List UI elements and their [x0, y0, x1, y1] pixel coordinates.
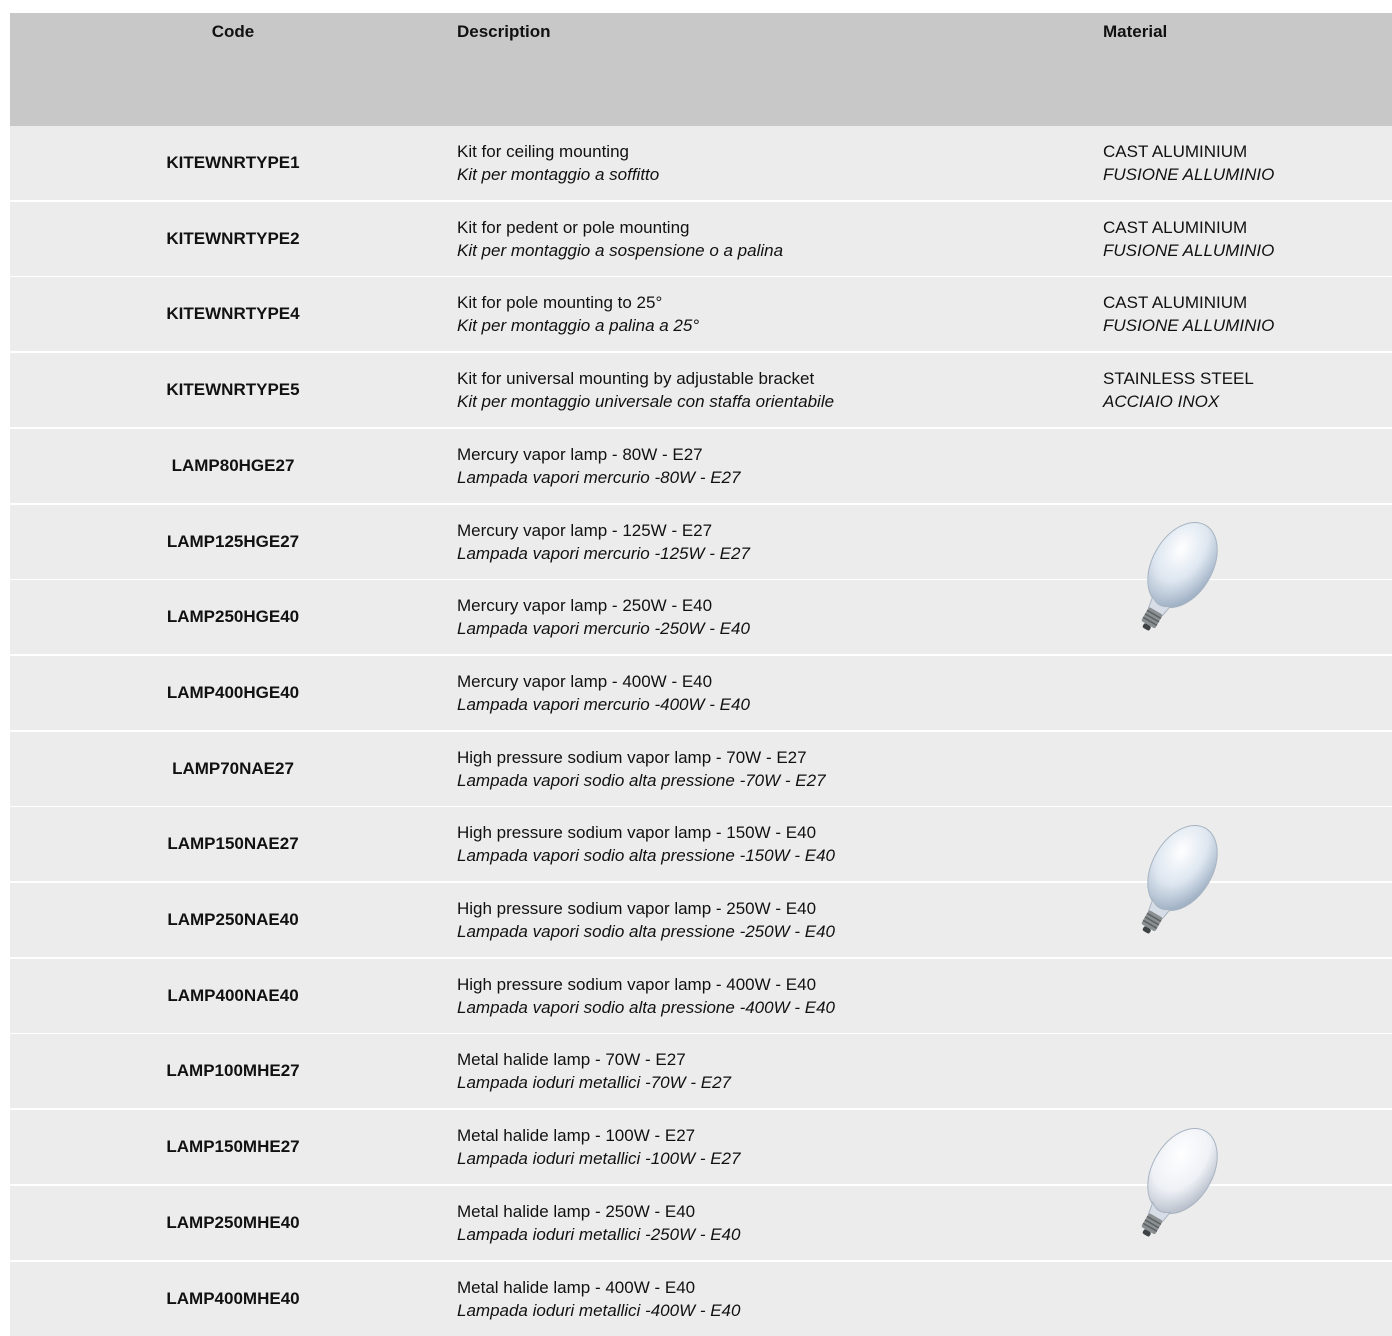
row-description	[457, 746, 826, 792]
row-material	[1103, 291, 1274, 337]
description-italian: Lampada vapori mercurio -125W - E27	[457, 544, 750, 563]
row-code: LAMP80HGE27	[171, 456, 295, 475]
row-code: LAMP250HGE40	[166, 607, 300, 626]
description-english: Metal halide lamp - 250W - E40	[457, 1202, 696, 1221]
description-english: High pressure sodium vapor lamp - 400W - E40	[457, 975, 817, 994]
table-row	[10, 277, 1392, 351]
table-row	[10, 353, 1392, 427]
description-italian: Lampada vapori sodio alta pressione -70W - E27	[457, 771, 826, 790]
row-code: LAMP400NAE40	[167, 986, 299, 1005]
row-description	[457, 519, 750, 565]
description-english: High pressure sodium vapor lamp - 150W - E40	[457, 823, 817, 842]
row-code: KITEWNRTYPE5	[166, 380, 300, 399]
description-italian: Lampada vapori mercurio -400W - E40	[457, 695, 750, 714]
description-italian: Kit per montaggio a sospensione o a palina	[457, 241, 784, 260]
description-italian: Lampada vapori sodio alta pressione -150W - E40	[457, 846, 835, 865]
row-description	[457, 670, 750, 716]
description-english: Mercury vapor lamp - 80W - E27	[457, 445, 703, 464]
row-description	[457, 821, 835, 867]
description-english: Metal halide lamp - 100W - E27	[457, 1126, 696, 1145]
material-italian: FUSIONE ALLUMINIO	[1103, 241, 1275, 260]
description-english: Kit for pole mounting to 25°	[457, 293, 663, 312]
row-description	[457, 1276, 740, 1322]
row-code: KITEWNRTYPE4	[166, 304, 300, 323]
material-english: CAST ALUMINIUM	[1103, 142, 1248, 161]
row-code: LAMP100MHE27	[166, 1061, 300, 1080]
description-english: Kit for universal mounting by adjustable bracket	[457, 369, 815, 388]
description-english: Metal halide lamp - 70W - E27	[457, 1050, 686, 1069]
description-english: Mercury vapor lamp - 400W - E40	[457, 672, 713, 691]
table-row	[10, 959, 1392, 1033]
row-code: LAMP400HGE40	[166, 683, 300, 702]
material-italian: FUSIONE ALLUMINIO	[1103, 316, 1275, 335]
description-english: Kit for pedent or pole mounting	[457, 218, 690, 237]
metal-halide-lamp-bulb-image	[1120, 1119, 1230, 1249]
description-italian: Kit per montaggio universale con staffa orientabile	[457, 392, 835, 411]
description-italian: Lampada vapori sodio alta pressione -250W - E40	[457, 922, 835, 941]
row-description	[457, 291, 699, 337]
description-english: High pressure sodium vapor lamp - 70W - E27	[457, 748, 807, 767]
row-description	[457, 140, 659, 186]
row-code: LAMP250MHE40	[166, 1213, 300, 1232]
row-material	[1103, 140, 1274, 186]
table-row	[10, 656, 1392, 730]
description-italian: Lampada vapori mercurio -80W - E27	[457, 468, 741, 487]
table-row	[10, 732, 1392, 806]
row-description	[457, 443, 740, 489]
row-material	[1103, 367, 1254, 413]
row-code: KITEWNRTYPE1	[166, 153, 300, 172]
row-code: LAMP150NAE27	[167, 834, 299, 853]
row-description	[457, 1048, 731, 1094]
description-english: High pressure sodium vapor lamp - 250W - E40	[457, 899, 817, 918]
description-english: Mercury vapor lamp - 250W - E40	[457, 596, 713, 615]
description-english: Kit for ceiling mounting	[457, 142, 629, 161]
sodium-lamp-bulb-image	[1120, 816, 1230, 946]
description-english: Metal halide lamp - 400W - E40	[457, 1278, 696, 1297]
row-code: LAMP250NAE40	[167, 910, 299, 929]
row-material	[1103, 216, 1274, 262]
table-header	[10, 13, 1392, 126]
row-code: LAMP150MHE27	[166, 1137, 300, 1156]
table-row	[10, 429, 1392, 503]
table-row	[10, 126, 1392, 200]
row-code: LAMP400MHE40	[166, 1289, 300, 1308]
row-description	[457, 1200, 740, 1246]
header-description: Description	[457, 22, 551, 41]
description-italian: Lampada vapori mercurio -250W - E40	[457, 619, 750, 638]
description-italian: Lampada vapori sodio alta pressione -400W - E40	[457, 998, 835, 1017]
row-description	[457, 367, 834, 413]
table-row	[10, 1034, 1392, 1108]
row-code: LAMP125HGE27	[166, 532, 300, 551]
row-description	[457, 973, 835, 1019]
row-description	[457, 594, 750, 640]
material-english: STAINLESS STEEL	[1103, 369, 1254, 388]
mercury-lamp-bulb-image	[1120, 513, 1230, 643]
header-code: Code	[211, 22, 255, 41]
header-material: Material	[1103, 22, 1168, 41]
row-description	[457, 1124, 740, 1170]
description-italian: Kit per montaggio a palina a 25°	[457, 316, 700, 335]
table-row	[10, 1262, 1392, 1336]
material-english: CAST ALUMINIUM	[1103, 218, 1248, 237]
table-row	[10, 202, 1392, 276]
row-description	[457, 216, 783, 262]
description-italian: Lampada ioduri metallici -250W - E40	[457, 1225, 741, 1244]
description-english: Mercury vapor lamp - 125W - E27	[457, 521, 713, 540]
description-italian: Kit per montaggio a soffitto	[457, 165, 660, 184]
row-description	[457, 897, 835, 943]
material-italian: FUSIONE ALLUMINIO	[1103, 165, 1275, 184]
row-code: LAMP70NAE27	[172, 759, 294, 778]
description-italian: Lampada ioduri metallici -400W - E40	[457, 1301, 741, 1320]
row-code: KITEWNRTYPE2	[166, 229, 300, 248]
material-english: CAST ALUMINIUM	[1103, 293, 1248, 312]
material-italian: ACCIAIO INOX	[1103, 392, 1220, 411]
description-italian: Lampada ioduri metallici -100W - E27	[457, 1149, 741, 1168]
description-italian: Lampada ioduri metallici -70W - E27	[457, 1073, 732, 1092]
